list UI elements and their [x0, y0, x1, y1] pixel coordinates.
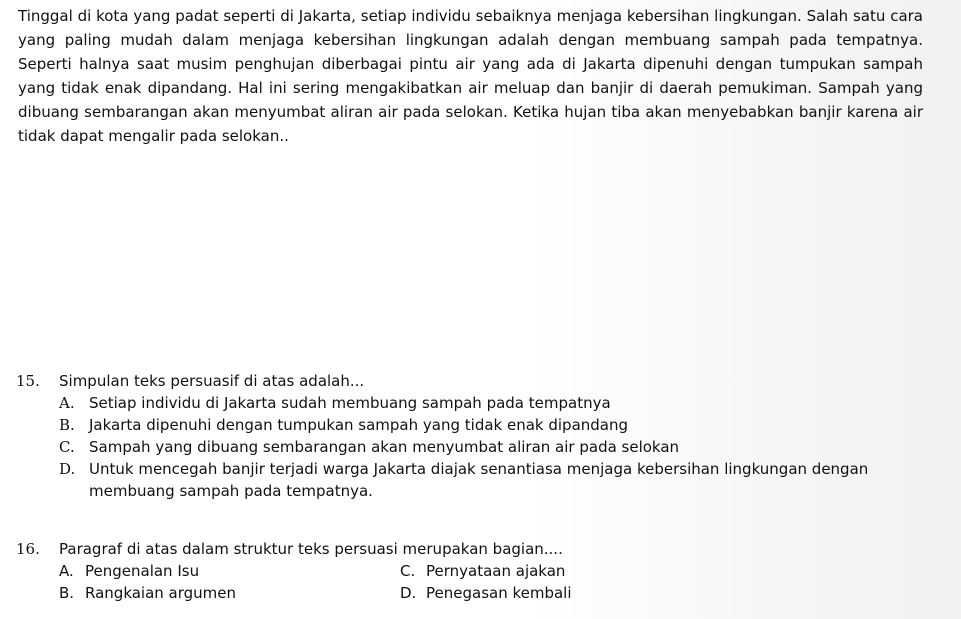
option-text: Penegasan kembali	[426, 584, 572, 602]
question-15	[16, 370, 916, 502]
option-letter: C.	[400, 562, 416, 580]
question-16	[16, 538, 916, 604]
option-b	[59, 582, 400, 604]
option-letter: A.	[59, 394, 75, 412]
reading-passage: Tinggal di kota yang padat seperti di Jakarta, setiap individu sebaiknya menjaga kebersihan lingkungan. Salah satu cara yang paling mudah dalam menjaga kebersihan lingkungan adalah dengan membuang sampah pada tempatnya. Seperti halnya saat musim penghujan diberbagai pintu air yang ada di Jakarta dipenuhi dengan tumpukan sampah yang tidak enak dipandang. Hal ini sering mengakibatkan air meluap dan banjir di daerah pemukiman. Sampah yang dibuang sembarangan akan menyumbat aliran air pada selokan. Ketika hujan tiba akan menyebabkan banjir karena air tidak dapat mengalir pada selokan..	[18, 7, 923, 145]
option-d	[59, 458, 916, 502]
question-text: Simpulan teks persuasif di atas adalah...	[59, 372, 365, 390]
option-letter: B.	[59, 416, 75, 434]
option-letter: D.	[59, 460, 76, 478]
option-letter: C.	[59, 438, 75, 456]
option-c	[400, 560, 700, 582]
option-text: Pernyataan ajakan	[426, 562, 566, 580]
option-b	[59, 414, 916, 436]
option-text: Untuk mencegah banjir terjadi warga Jakarta diajak senantiasa menjaga kebersihan lingkungan dengan membuang sampah pada tempatnya.	[89, 460, 869, 500]
question-number: 16.	[16, 540, 40, 558]
option-letter: A.	[59, 562, 74, 580]
option-text: Pengenalan Isu	[85, 562, 200, 580]
option-text: Setiap individu di Jakarta sudah membuang sampah pada tempatnya	[89, 394, 611, 412]
question-stem	[16, 370, 916, 392]
answer-options	[16, 392, 916, 502]
option-letter: D.	[400, 584, 417, 602]
option-a	[59, 560, 400, 582]
option-letter: B.	[59, 584, 75, 602]
question-stem	[16, 538, 916, 560]
question-text: Paragraf di atas dalam struktur teks persuasi merupakan bagian....	[59, 540, 563, 558]
answer-options	[59, 560, 916, 604]
option-text: Jakarta dipenuhi dengan tumpukan sampah yang tidak enak dipandang	[89, 416, 629, 434]
question-number: 15.	[16, 372, 40, 390]
option-c	[59, 436, 916, 458]
option-text: Rangkaian argumen	[85, 584, 237, 602]
option-text: Sampah yang dibuang sembarangan akan menyumbat aliran air pada selokan	[89, 438, 680, 456]
option-a	[59, 392, 916, 414]
option-d	[400, 582, 700, 604]
